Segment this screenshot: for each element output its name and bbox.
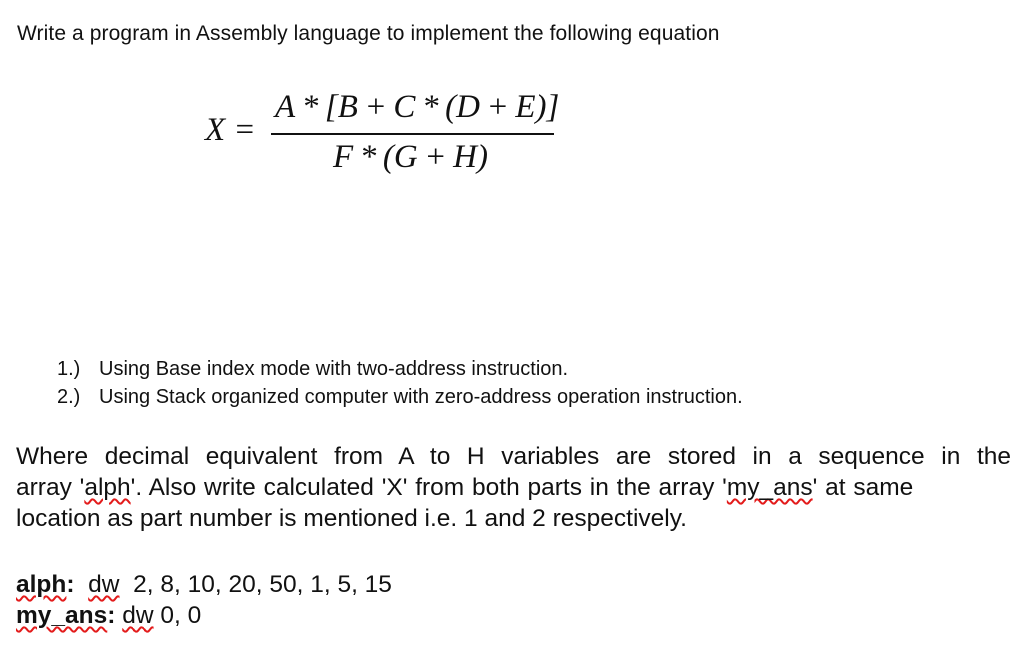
list-item <box>57 383 743 411</box>
equation-numerator: A * [B + C * (D + E)] <box>275 89 560 125</box>
list-item-number: 1.) <box>57 358 81 380</box>
equation <box>205 85 565 180</box>
code-colon: : <box>107 602 116 629</box>
question-title: Write a program in Assembly language to implement the following equation <box>17 22 720 45</box>
code-line <box>16 569 392 600</box>
parts-list <box>57 355 743 411</box>
list-item-text: Using Base index mode with two-address instruction. <box>99 358 569 380</box>
code-line <box>16 600 392 631</box>
text-span: ' at same <box>812 474 914 501</box>
text-span: '. Also write calculated 'X' from both parts in the array ' <box>130 474 727 501</box>
paragraph-line: Where decimal equivalent from A to H variables are stored in a sequence in the <box>16 443 1011 470</box>
code-directive: dw <box>88 571 120 598</box>
code-values: 2, 8, 10, 20, 50, 1, 5, 15 <box>133 571 392 598</box>
equation-lhs: X = <box>205 112 256 148</box>
spellcheck-word-my-ans: my_ans <box>726 474 813 501</box>
fraction-bar <box>271 133 554 135</box>
spellcheck-word-alph: alph <box>84 474 131 501</box>
equation-denominator: F * (G + H) <box>333 139 488 175</box>
code-directive: dw <box>122 602 154 629</box>
text-span: array ' <box>16 474 85 501</box>
code-label-my-ans: my_ans <box>16 602 108 629</box>
list-item-text: Using Stack organized computer with zero-address operation instruction. <box>99 386 743 408</box>
paragraph-line <box>16 472 1011 503</box>
code-values: 0, 0 <box>160 602 202 629</box>
paragraph-line: location as part number is mentioned i.e. 1 and 2 respectively. <box>16 505 687 532</box>
instructions-paragraph <box>16 441 1011 534</box>
code-label-alph: alph <box>16 571 67 598</box>
data-declarations <box>16 569 392 631</box>
code-colon: : <box>66 571 75 598</box>
list-item <box>57 355 743 383</box>
list-item-number: 2.) <box>57 386 81 408</box>
